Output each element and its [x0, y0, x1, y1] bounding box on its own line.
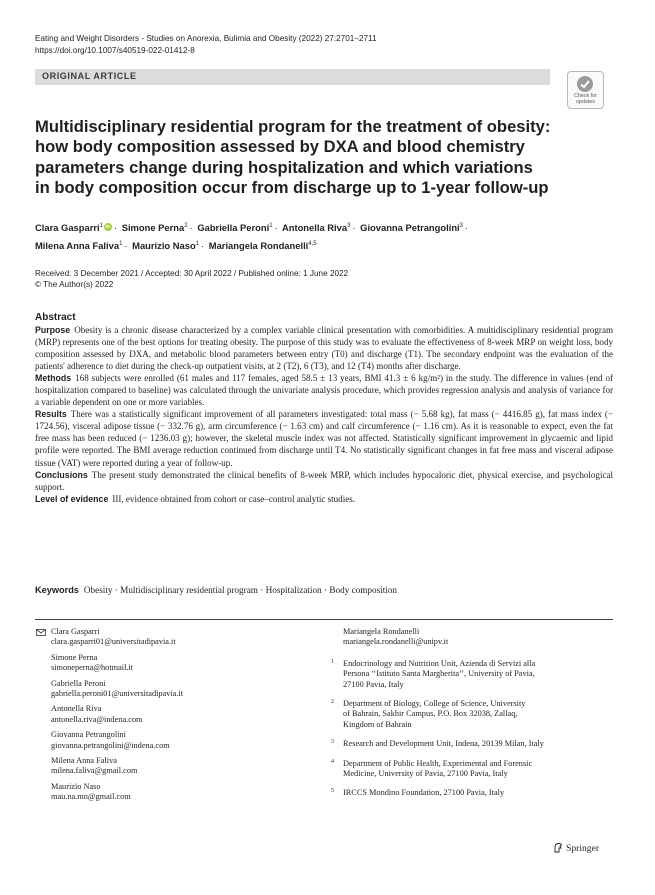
- affiliation-line: IRCCS Mondino Foundation, 27100 Pavia, Italy: [343, 788, 505, 798]
- author-affiliation-ref: 1: [269, 223, 273, 229]
- contact-entry: [35, 730, 315, 751]
- title-line: parameters change during hospitalization and which variations: [35, 157, 533, 177]
- author-affiliation-ref: 3: [347, 223, 351, 229]
- contact-email[interactable]: mariangela.rondanelli@unipv.it: [343, 637, 449, 647]
- contact-entry: [331, 627, 621, 648]
- article-title: [35, 117, 555, 198]
- contact-entry: [35, 653, 315, 674]
- author-name[interactable]: Mariangela Rondanelli: [208, 240, 309, 251]
- contact-name: Simone Perna: [51, 652, 98, 662]
- orcid-icon[interactable]: [104, 223, 112, 231]
- contact-email[interactable]: milena.faliva@gmail.com: [51, 766, 138, 776]
- abstract-results: [35, 408, 613, 468]
- contact-email[interactable]: giovanna.petrangolini@indena.com: [51, 740, 170, 750]
- author-name[interactable]: Antonella Riva: [281, 222, 348, 233]
- abstract-level-of-evidence: [35, 493, 613, 505]
- contact-entry: [35, 627, 315, 648]
- check-updates-line1: Check for: [574, 93, 597, 99]
- affiliation-number: 4: [331, 758, 334, 765]
- check-updates-line2: updates: [576, 98, 595, 105]
- keywords-text: Obesity · Multidisciplinary residential program · Hospitalization · Body composition: [83, 585, 398, 595]
- section-label: Conclusions: [35, 469, 88, 480]
- section-text: The present study demonstrated the clinical benefits of 8-week MRP, which includes hypocaloric diet, physical exercise, and psychological support.: [35, 469, 613, 492]
- affiliation-line: of Bahrain, Sakhir Campus, P.O. Box 32038, Zallaq,: [343, 709, 518, 719]
- keywords: [35, 585, 397, 595]
- abstract-conclusions: [35, 469, 613, 493]
- publisher-logo: [553, 842, 599, 854]
- author-affiliation-ref: 2: [184, 223, 188, 229]
- author-affiliation-ref: 1: [195, 241, 200, 247]
- doi-link[interactable]: https://doi.org/10.1007/s40519-022-01412-8: [35, 46, 195, 55]
- contact-entry: [35, 756, 315, 777]
- section-label: Methods: [35, 373, 72, 384]
- author-name[interactable]: Clara Gasparri: [35, 222, 100, 233]
- journal-header: [35, 33, 377, 57]
- contact-email[interactable]: antonella.riva@indena.com: [51, 714, 143, 724]
- keywords-label: Keywords: [35, 585, 79, 595]
- affiliation-number: 5: [331, 788, 334, 795]
- contact-entry: [35, 679, 315, 700]
- section-label: Level of evidence: [35, 493, 109, 504]
- publisher-name: Springer: [566, 843, 600, 854]
- contact-email[interactable]: mau.na.mn@gmail.com: [51, 792, 131, 802]
- affiliation-number: 3: [331, 739, 334, 746]
- affiliation-line: Research and Development Unit, Indena, 20139 Milan, Italy: [343, 739, 544, 749]
- contact-email[interactable]: clara.gasparri01@universitadipavia.it: [51, 637, 176, 647]
- author-affiliation-ref: 1: [99, 223, 103, 229]
- section-text: Obesity is a chronic disease characterized by a complex variable clinical presentation with comorbidities. A multidisciplinary residential program (MRP) represents one of the best options for treating obesity. The purpose of this study was to evaluate the effectiveness of 8-week MRP on weight loss, body composition assessed by DXA, and metabolic blood parameters between entry (T0) and discharge (T1). The secondary endpoint was the evaluation of the patients' adherence to diet during the check-up outpatient visits, at 2 (T2), 6 (T3), and 12 (T4) months after discharge.: [35, 325, 613, 372]
- author-affiliation-ref: 1: [119, 241, 123, 247]
- affiliation: [331, 788, 621, 798]
- contact-name: Milena Anna Faliva: [51, 756, 117, 766]
- affiliation-line: 27100 Pavia, Italy: [343, 679, 404, 689]
- affiliation: [331, 659, 621, 690]
- author-name[interactable]: Simone Perna: [121, 222, 185, 233]
- check-for-updates-badge[interactable]: [567, 71, 604, 109]
- section-text: III, evidence obtained from cohort or case–control analytic studies.: [112, 493, 356, 504]
- title-line: in body composition occur from discharge up to 1-year follow-up: [35, 177, 549, 197]
- section-text: There was a statistically significant improvement of all parameters investigated: total mass (− 5.68 kg), fat mass (− 4416.85 g), fat mass index (− 1724.56), visceral adipose tissue (− 332.76 g), arm circumference (− 1.63 cm) and calf circumference (− 1.16 cm). As it is reasonable to expect, even the fat free mass has been reduced (− 1236.03 g); however, the skeletal muscle index was not affected. Statistically significant improvement in glycaemic and lipid profile were reported. The BMI average reduction continued from discharge until T4. No statistically significant changes in fat free mass and visceral adipose tissue (VAT) were reported during a year of follow-up.: [35, 409, 613, 468]
- section-label: Results: [35, 409, 67, 420]
- affiliation-line: Department of Biology, College of Science, University: [343, 699, 526, 709]
- contact-name: Mariangela Rondanelli: [343, 627, 420, 636]
- contact-email[interactable]: gabriella.peroni01@universitadipavia.it: [51, 689, 184, 699]
- contact-name: Gabriella Peroni: [51, 678, 106, 688]
- contact-name: Maurizio Naso: [51, 781, 101, 791]
- contact-name: Clara Gasparri: [51, 627, 100, 636]
- affiliations-column: [331, 627, 621, 808]
- envelope-icon: [36, 629, 46, 636]
- affiliation-line: Endocrinology and Nutrition Unit, Azienda di Servizi alla: [343, 658, 536, 668]
- author-name[interactable]: Giovanna Petrangolini: [360, 222, 460, 233]
- affiliation-number: 1: [331, 658, 334, 665]
- affiliation-line: Kingdom of Bahrain: [343, 719, 412, 729]
- affiliation-line: Persona ‘‘Istituto Santa Margherita’’, University of Pavia,: [343, 669, 535, 679]
- article-type-label: ORIGINAL ARTICLE: [42, 71, 137, 81]
- section-label: Purpose: [35, 325, 71, 335]
- author-affiliation-ref: 3: [459, 223, 463, 229]
- author-name[interactable]: Gabriella Peroni: [197, 222, 270, 233]
- publication-dates: Received: 3 December 2021 / Accepted: 30 April 2022 / Published online: 1 June 2022: [35, 269, 349, 278]
- contact-entry: [35, 704, 315, 725]
- affiliation-number: 2: [331, 699, 334, 706]
- author-contacts: [35, 627, 315, 808]
- section-text: 168 subjects were enrolled (61 males and 117 females, aged 58.5 ± 13 years, BMI 41.3 ± 6 kg/m²) in the study. The difference in values (end of hospitalization compared to baseline) was calculated through the univariate analysis procedure, which provides regression analysis and analysis of variance for a variable dependent on one or more variables.: [35, 373, 613, 408]
- copyright-notice: © The Author(s) 2022: [35, 280, 114, 289]
- contact-name: Antonella Riva: [51, 704, 102, 714]
- contact-entry: [35, 782, 315, 803]
- journal-citation: Eating and Weight Disorders - Studies on Anorexia, Bulimia and Obesity (2022) 27:2701–2711: [35, 34, 377, 43]
- author-name[interactable]: Milena Anna Faliva: [35, 240, 120, 251]
- abstract-purpose: [35, 324, 613, 372]
- abstract-methods: [35, 372, 613, 408]
- title-line: Multidisciplinary residential program for the treatment of obesity:: [35, 117, 551, 136]
- footnote-divider: [35, 619, 613, 620]
- author-list: Clara Gasparri$^1$iD · Simone Perna$^2$ · Gabriella Peroni$^1$ · Antonella Riva$^3$ · Giovanna Petrangolini$^3$ · Milena Anna Faliva$^1$ · Maurizio Naso$^1$ · Mariangela Rondanelli$^{4,5}$: [35, 218, 595, 254]
- abstract-body: [35, 324, 613, 505]
- affiliation: [331, 699, 621, 730]
- affiliation: [331, 759, 621, 780]
- check-updates-icon: [576, 75, 594, 93]
- article-history: [35, 268, 348, 290]
- title-line: how body composition assessed by DXA and blood chemistry: [35, 137, 525, 157]
- article-type-banner: [35, 69, 550, 85]
- author-name[interactable]: Maurizio Naso: [132, 240, 196, 251]
- affiliation-line: Medicine, University of Pavia, 27100 Pavia, Italy: [343, 769, 508, 779]
- abstract-heading: Abstract: [35, 312, 76, 323]
- author-affiliation-ref: 4,5: [308, 241, 317, 247]
- contact-email[interactable]: simoneperna@hotmail.it: [51, 663, 134, 673]
- affiliation: [331, 739, 621, 749]
- contact-name: Giovanna Petrangolini: [51, 730, 126, 740]
- affiliation-line: Department of Public Health, Experimental and Forensic: [343, 758, 533, 768]
- springer-horse-icon: [553, 842, 563, 853]
